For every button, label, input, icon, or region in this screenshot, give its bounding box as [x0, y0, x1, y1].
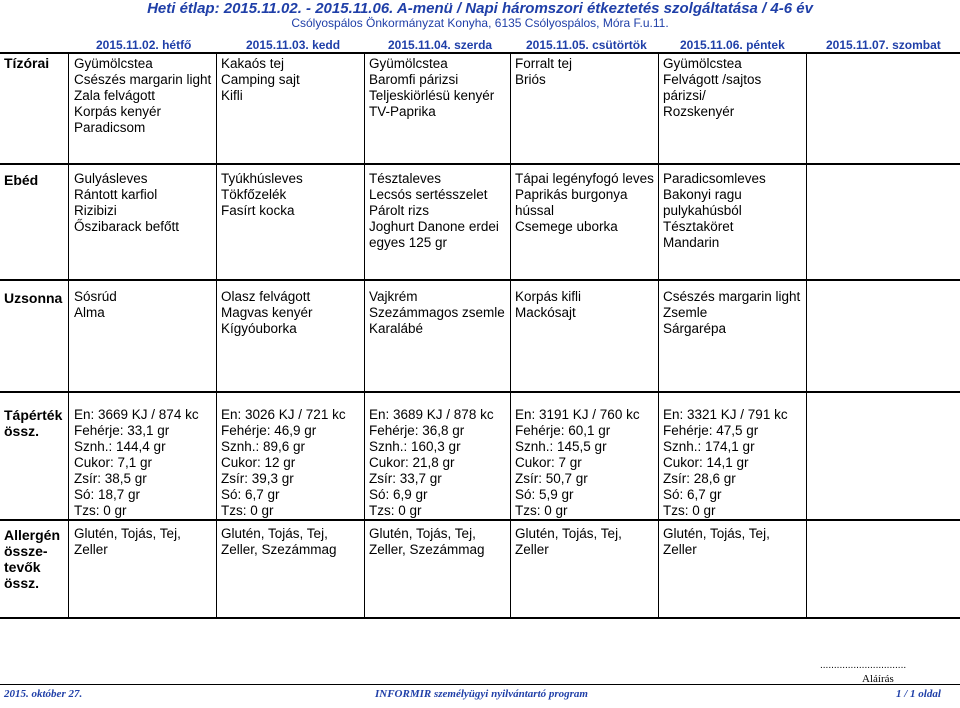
menu-item: Joghurt Danone erdei	[369, 219, 499, 234]
menu-item: Vajkrém	[369, 289, 418, 304]
allergen-value: Glutén, Tojás, Tej,	[221, 526, 328, 541]
menu-item: Párolt rizs	[369, 203, 430, 218]
divider	[0, 519, 960, 521]
menu-cell-tizorai-tuesday	[221, 56, 300, 104]
divider	[0, 52, 960, 54]
nutrition-value: En: 3669 KJ / 874 kc	[74, 407, 199, 422]
nutrition-value: Zsír: 50,7 gr	[515, 471, 588, 486]
row-label-uzsonna	[4, 290, 62, 306]
nutrition-value: Fehérje: 47,5 gr	[663, 423, 759, 438]
menu-item: Tyúkhúsleves	[221, 171, 303, 186]
nutrition-cell-monday	[74, 407, 199, 519]
menu-item: Teljeskiörlésü kenyér	[369, 88, 495, 103]
nutrition-value: Fehérje: 36,8 gr	[369, 423, 465, 438]
menu-item: Csemege uborka	[515, 219, 618, 234]
menu-cell-tizorai-friday	[663, 56, 761, 120]
menu-item: egyes 125 gr	[369, 235, 448, 250]
nutrition-value: Só: 6,7 gr	[221, 487, 280, 502]
menu-item: Karalábé	[369, 321, 424, 336]
allergen-value: Zeller, Szezámmag	[221, 542, 337, 557]
divider	[68, 52, 69, 617]
menu-subtitle: Csólyospálos Önkormányzat Konyha, 6135 Csólyospálos, Móra F.u.11.	[291, 16, 669, 30]
row-label-line: tevők	[4, 559, 41, 575]
nutrition-value: Sznh.: 145,5 gr	[515, 439, 607, 454]
menu-item: Mackósajt	[515, 305, 576, 320]
menu-item: Csészés margarin light	[663, 289, 801, 304]
footer-page-number: 1 / 1 oldal	[896, 688, 941, 700]
row-label-line: Tápérték	[4, 407, 63, 423]
footer-program: INFORMIR személyügyi nyilvántartó program	[375, 688, 588, 700]
nutrition-cell-thursday	[515, 407, 640, 519]
row-label-line: össz.	[4, 575, 40, 591]
menu-item: Paradicsomleves	[663, 171, 766, 186]
menu-item: Rántott karfiol	[74, 187, 158, 202]
row-label-ebed	[4, 172, 38, 188]
day-header-row	[0, 37, 960, 53]
day-header-wednesday: 2015.11.04. szerda	[388, 38, 493, 52]
nutrition-value: Fehérje: 46,9 gr	[221, 423, 317, 438]
menu-item: Korpás kifli	[515, 289, 582, 304]
menu-cell-ebed-friday	[663, 171, 766, 251]
menu-item: Sósrúd	[74, 289, 117, 304]
menu-cell-uzsonna-tuesday	[221, 289, 313, 337]
nutrition-cell-friday	[663, 407, 788, 519]
menu-item: Gyümölcstea	[369, 56, 448, 71]
row-label-taperték	[4, 407, 62, 439]
menu-item: Kifli	[221, 88, 243, 103]
menu-cell-ebed-monday	[74, 171, 179, 235]
menu-item: Olasz felvágott	[221, 289, 311, 304]
nutrition-value: Cukor: 12 gr	[221, 455, 296, 470]
nutrition-value: En: 3191 KJ / 760 kc	[515, 407, 640, 422]
nutrition-value: Zsír: 38,5 gr	[74, 471, 147, 486]
menu-title: Heti étlap: 2015.11.02. - 2015.11.06. A-menü / Napi háromszori étkeztetés szolgáltatása / 4-6 év	[147, 0, 813, 17]
nutrition-value: Sznh.: 160,3 gr	[369, 439, 461, 454]
row-label-tizorai	[4, 55, 49, 71]
row-label-line: Ebéd	[4, 172, 39, 188]
menu-item: Baromfi párizsi	[369, 72, 459, 87]
nutrition-value: Tzs: 0 gr	[663, 503, 716, 518]
allergen-cell-friday	[663, 526, 770, 558]
divider	[0, 163, 960, 165]
row-label-line: Tízórai	[4, 55, 50, 71]
menu-item: Paprikás burgonya	[515, 187, 628, 202]
nutrition-value: En: 3321 KJ / 791 kc	[663, 407, 788, 422]
nutrition-value: Só: 6,9 gr	[369, 487, 428, 502]
nutrition-value: Só: 6,7 gr	[663, 487, 722, 502]
nutrition-value: Tzs: 0 gr	[74, 503, 127, 518]
menu-item: pulykahúsból	[663, 203, 742, 218]
row-label-line: Uzsonna	[4, 290, 63, 306]
menu-cell-tizorai-monday	[74, 56, 211, 136]
menu-item: Forralt tej	[515, 56, 573, 71]
nutrition-value: Fehérje: 33,1 gr	[74, 423, 170, 438]
menu-item: párizsi/	[663, 88, 706, 103]
menu-item: Magvas kenyér	[221, 305, 313, 320]
menu-item: Zala felvágott	[74, 88, 156, 103]
row-label-line: össz.	[4, 423, 40, 439]
menu-item: TV-Paprika	[369, 104, 436, 119]
menu-item: Őszibarack befőtt	[74, 219, 180, 234]
menu-item: Tésztaköret	[663, 219, 734, 234]
allergen-cell-wednesday	[369, 526, 485, 558]
menu-item: Camping sajt	[221, 72, 300, 87]
row-label-allergen	[4, 527, 60, 591]
menu-item: Fasírt kocka	[221, 203, 295, 218]
menu-cell-uzsonna-thursday	[515, 289, 581, 321]
allergen-value: Zeller, Szezámmag	[369, 542, 485, 557]
menu-cell-uzsonna-wednesday	[369, 289, 505, 337]
menu-cell-ebed-thursday	[515, 171, 654, 235]
menu-item: Mandarin	[663, 235, 720, 250]
allergen-value: Zeller	[663, 542, 697, 557]
menu-cell-uzsonna-monday	[74, 289, 117, 321]
divider	[0, 617, 960, 619]
menu-item: Tápai legényfogó leves	[515, 171, 654, 186]
menu-item: Lecsós sertésszelet	[369, 187, 488, 202]
allergen-cell-thursday	[515, 526, 622, 558]
nutrition-value: Só: 18,7 gr	[74, 487, 141, 502]
allergen-value: Glutén, Tojás, Tej,	[74, 526, 181, 541]
menu-item: Gyümölcstea	[74, 56, 153, 71]
divider	[806, 52, 807, 617]
nutrition-value: Só: 5,9 gr	[515, 487, 574, 502]
menu-item: Bakonyi ragu	[663, 187, 742, 202]
allergen-value: Zeller	[74, 542, 108, 557]
allergen-value: Glutén, Tojás, Tej,	[369, 526, 476, 541]
row-label-line: Allergén	[4, 527, 61, 543]
nutrition-value: Zsír: 28,6 gr	[663, 471, 736, 486]
day-header-tuesday: 2015.11.03. kedd	[246, 38, 341, 52]
day-header-friday: 2015.11.06. péntek	[680, 38, 785, 52]
menu-cell-ebed-tuesday	[221, 171, 303, 219]
divider	[0, 391, 960, 393]
allergen-value: Glutén, Tojás, Tej,	[515, 526, 622, 541]
nutrition-value: Sznh.: 89,6 gr	[221, 439, 306, 454]
day-header-saturday: 2015.11.07. szombat	[826, 38, 941, 52]
menu-item: hússal	[515, 203, 555, 218]
menu-item: Sárgarépa	[663, 321, 727, 336]
nutrition-value: Cukor: 21,8 gr	[369, 455, 455, 470]
menu-item: Zsemle	[663, 305, 708, 320]
menu-item: Tökfőzelék	[221, 187, 287, 202]
nutrition-value: Tzs: 0 gr	[515, 503, 568, 518]
menu-cell-tizorai-wednesday	[369, 56, 494, 120]
menu-item: Gyümölcstea	[663, 56, 742, 71]
allergen-cell-monday	[74, 526, 181, 558]
signature-line: ...............................	[820, 660, 907, 671]
divider	[216, 52, 217, 617]
menu-item: Briós	[515, 72, 546, 87]
allergen-value: Zeller	[515, 542, 549, 557]
menu-item: Alma	[74, 305, 105, 320]
menu-item: Korpás kenyér	[74, 104, 162, 119]
divider	[364, 52, 365, 617]
menu-item: Rizibizi	[74, 203, 117, 218]
menu-item: Felvágott /sajtos	[663, 72, 762, 87]
menu-cell-tizorai-thursday	[515, 56, 572, 88]
signature-label: Aláírás	[862, 673, 894, 685]
divider	[658, 52, 659, 617]
nutrition-value: Cukor: 14,1 gr	[663, 455, 749, 470]
divider	[0, 684, 960, 685]
nutrition-value: Zsír: 39,3 gr	[221, 471, 294, 486]
allergen-value: Glutén, Tojás, Tej,	[663, 526, 770, 541]
menu-item: Paradicsom	[74, 120, 146, 135]
day-header-thursday: 2015.11.05. csütörtök	[526, 38, 647, 52]
nutrition-value: Cukor: 7,1 gr	[74, 455, 153, 470]
menu-item: Gulyásleves	[74, 171, 148, 186]
allergen-cell-tuesday	[221, 526, 337, 558]
menu-item: Szezámmagos zsemle	[369, 305, 505, 320]
menu-item: Tésztaleves	[369, 171, 442, 186]
row-label-line: össze-	[4, 543, 48, 559]
menu-item: Csészés margarin light	[74, 72, 212, 87]
footer-date: 2015. október 27.	[4, 688, 83, 700]
divider	[0, 279, 960, 281]
menu-cell-ebed-wednesday	[369, 171, 499, 251]
nutrition-cell-wednesday	[369, 407, 494, 519]
menu-cell-uzsonna-friday	[663, 289, 800, 337]
nutrition-value: Cukor: 7 gr	[515, 455, 582, 470]
menu-item: Kígyóuborka	[221, 321, 297, 336]
nutrition-value: Tzs: 0 gr	[369, 503, 422, 518]
divider	[510, 52, 511, 617]
nutrition-value: En: 3026 KJ / 721 kc	[221, 407, 346, 422]
nutrition-value: Sznh.: 144,4 gr	[74, 439, 166, 454]
nutrition-value: Zsír: 33,7 gr	[369, 471, 442, 486]
day-header-monday: 2015.11.02. hétfő	[96, 38, 192, 52]
nutrition-cell-tuesday	[221, 407, 346, 519]
nutrition-value: Fehérje: 60,1 gr	[515, 423, 611, 438]
menu-item: Kakaós tej	[221, 56, 285, 71]
menu-item: Rozskenyér	[663, 104, 735, 119]
nutrition-value: Tzs: 0 gr	[221, 503, 274, 518]
nutrition-value: En: 3689 KJ / 878 kc	[369, 407, 494, 422]
nutrition-value: Sznh.: 174,1 gr	[663, 439, 755, 454]
